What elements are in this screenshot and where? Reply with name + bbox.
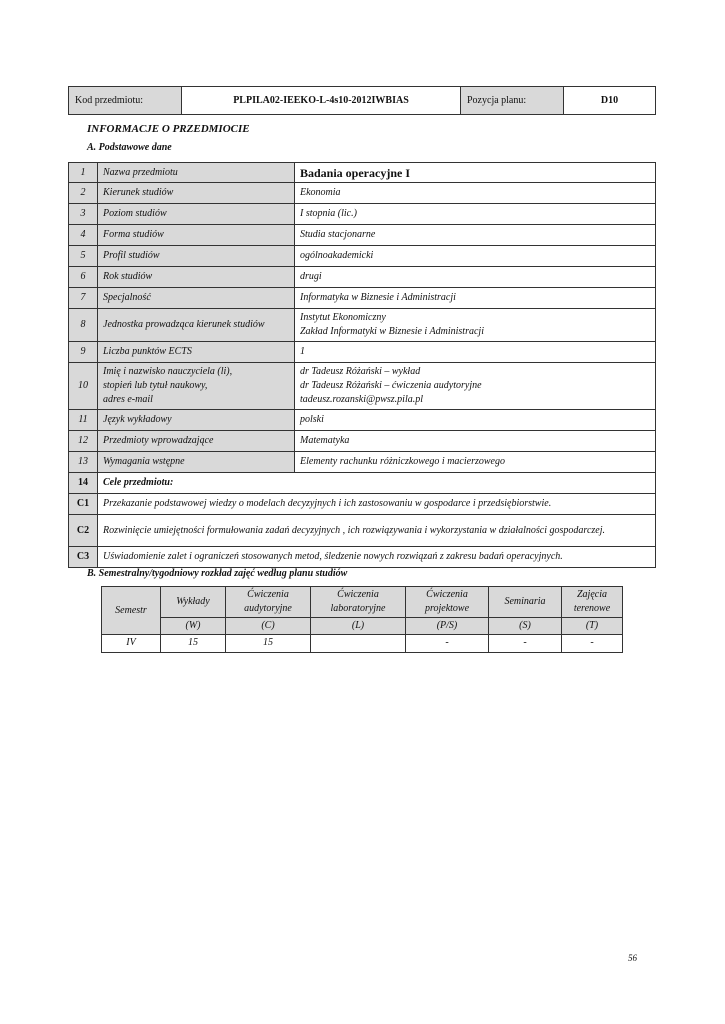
value-line: Zakład Informatyki w Biznesie i Administracji [300, 326, 484, 337]
row-label: Wymagania wstępne [98, 452, 295, 473]
row-number: 8 [69, 309, 98, 342]
row-number: 7 [69, 288, 98, 309]
row-number: 5 [69, 246, 98, 267]
course-code-label: Kod przedmiotu: [69, 87, 182, 115]
row-label: Profil studiów [98, 246, 295, 267]
column-header [562, 587, 623, 618]
column-header [311, 587, 406, 618]
row-value: Informatyka w Biznesie i Administracji [295, 288, 656, 309]
row-label: Jednostka prowadząca kierunek studiów [98, 309, 295, 342]
row-label: Poziom studiów [98, 204, 295, 225]
row-value: Studia stacjonarne [295, 225, 656, 246]
table-row [69, 452, 656, 473]
table-row [69, 183, 656, 204]
column-code: (L) [311, 618, 406, 635]
row-value: Matematyka [295, 431, 656, 452]
table-row [69, 163, 656, 183]
schedule-cell: 15 [161, 635, 226, 653]
plan-position-label: Pozycja planu: [461, 87, 564, 115]
row-label: Liczba punktów ECTS [98, 342, 295, 363]
schedule-cell: - [406, 635, 489, 653]
table-row [69, 410, 656, 431]
row-value [295, 309, 656, 342]
column-code: (T) [562, 618, 623, 635]
column-code: (S) [489, 618, 562, 635]
row-number: 13 [69, 452, 98, 473]
row-value: ogólnoakademicki [295, 246, 656, 267]
table-row [69, 309, 656, 342]
column-header-line: Ćwiczenia [247, 589, 289, 600]
goal-text: Przekazanie podstawowej wiedzy o modelach decyzyjnych i ich zastosowaniu w gospodarce i przedsiębiorstwie. [98, 494, 656, 515]
schedule-cell: 15 [226, 635, 311, 653]
column-header-line: Ćwiczenia [426, 589, 468, 600]
label-line: stopień lub tytuł naukowy, [103, 380, 208, 391]
page-number: 56 [628, 953, 637, 963]
row-label: Język wykładowy [98, 410, 295, 431]
column-header-line: Ćwiczenia [337, 589, 379, 600]
row-number: 4 [69, 225, 98, 246]
row-number: 3 [69, 204, 98, 225]
table-row [69, 204, 656, 225]
row-value: Elementy rachunku różniczkowego i macierzowego [295, 452, 656, 473]
row-label: Kierunek studiów [98, 183, 295, 204]
value-line: dr Tadeusz Różański – wykład [300, 366, 421, 377]
table-row [69, 246, 656, 267]
schedule-header-row [102, 587, 623, 618]
semestr-value: IV [102, 635, 161, 653]
table-row [69, 267, 656, 288]
schedule-data-row [102, 635, 623, 653]
row-number: 6 [69, 267, 98, 288]
goal-text: Uświadomienie zalet i ograniczeń stosowanych metod, śledzenie nowych rozwiązań z zakresu badań operacyjnych. [98, 547, 656, 568]
course-code-value: PLPILA02-IEEKO-L-4s10-2012IWBIAS [182, 87, 461, 115]
row-number: 14 [69, 473, 98, 494]
table-row [69, 288, 656, 309]
row-number: 9 [69, 342, 98, 363]
column-header [489, 587, 562, 618]
row-value: Ekonomia [295, 183, 656, 204]
row-number: 12 [69, 431, 98, 452]
table-row [69, 431, 656, 452]
subsection-b-title: B. Semestralny/tygodniowy rozkład zajęć według planu studiów [87, 568, 348, 579]
row-value: drugi [295, 267, 656, 288]
row-value [295, 363, 656, 410]
row-label: Specjalność [98, 288, 295, 309]
column-header-line: Zajęcia [577, 589, 607, 600]
column-code: (W) [161, 618, 226, 635]
row-label: Nazwa przedmiotu [98, 163, 295, 183]
plan-position-value: D10 [564, 87, 656, 115]
value-line: Instytut Ekonomiczny [300, 312, 386, 323]
goal-row [69, 494, 656, 515]
row-label: Rok studiów [98, 267, 295, 288]
goals-header-row [69, 473, 656, 494]
goal-code: C3 [69, 547, 98, 568]
goal-row [69, 547, 656, 568]
schedule-table [101, 586, 623, 653]
column-header [406, 587, 489, 618]
basic-data-table [68, 162, 656, 568]
column-header-line: projektowe [424, 603, 470, 614]
schedule-cell: - [489, 635, 562, 653]
column-header-line: Seminaria [504, 596, 546, 607]
goal-text: Rozwinięcie umiejętności formułowania zadań decyzyjnych , ich rozwiązywania i wykorzystania w działalności gospodarczej. [98, 515, 656, 547]
goal-code: C2 [69, 515, 98, 547]
column-header [161, 587, 226, 618]
email-address: tadeusz.rozanski@pwsz.pila.pl [300, 394, 424, 405]
column-code: (C) [226, 618, 311, 635]
row-number: 1 [69, 163, 98, 183]
subsection-a-title: A. Podstawowe dane [87, 142, 172, 153]
row-label: Przedmioty wprowadzające [98, 431, 295, 452]
value-line: dr Tadeusz Różański – ćwiczenia audytoryjne [300, 380, 482, 391]
goal-row [69, 515, 656, 547]
schedule-code-row [102, 618, 623, 635]
goals-title: Cele przedmiotu: [98, 473, 656, 494]
table-row [69, 342, 656, 363]
row-number: 10 [69, 363, 98, 410]
row-value: polski [295, 410, 656, 431]
label-line: adres e-mail [103, 394, 153, 405]
schedule-cell [311, 635, 406, 653]
goal-code: C1 [69, 494, 98, 515]
table-row [69, 225, 656, 246]
column-header-line: audytoryjne [244, 603, 292, 614]
row-value: 1 [295, 342, 656, 363]
row-number: 2 [69, 183, 98, 204]
column-code: (P/S) [406, 618, 489, 635]
row-number: 11 [69, 410, 98, 431]
column-header-line: laboratoryjne [330, 603, 386, 614]
table-row [69, 363, 656, 410]
column-header-line: terenowe [573, 603, 611, 614]
row-label: Forma studiów [98, 225, 295, 246]
row-label [98, 363, 295, 410]
column-header-line: Wykłady [176, 596, 210, 607]
course-code-header [68, 86, 656, 115]
section-title: INFORMACJE O PRZEDMIOCIE [87, 123, 250, 135]
course-name-value: Badania operacyjne I [295, 163, 656, 183]
column-header [226, 587, 311, 618]
row-value: I stopnia (lic.) [295, 204, 656, 225]
semestr-header: Semestr [102, 587, 161, 635]
schedule-cell: - [562, 635, 623, 653]
label-line: Imię i nazwisko nauczyciela (li), [103, 366, 233, 377]
